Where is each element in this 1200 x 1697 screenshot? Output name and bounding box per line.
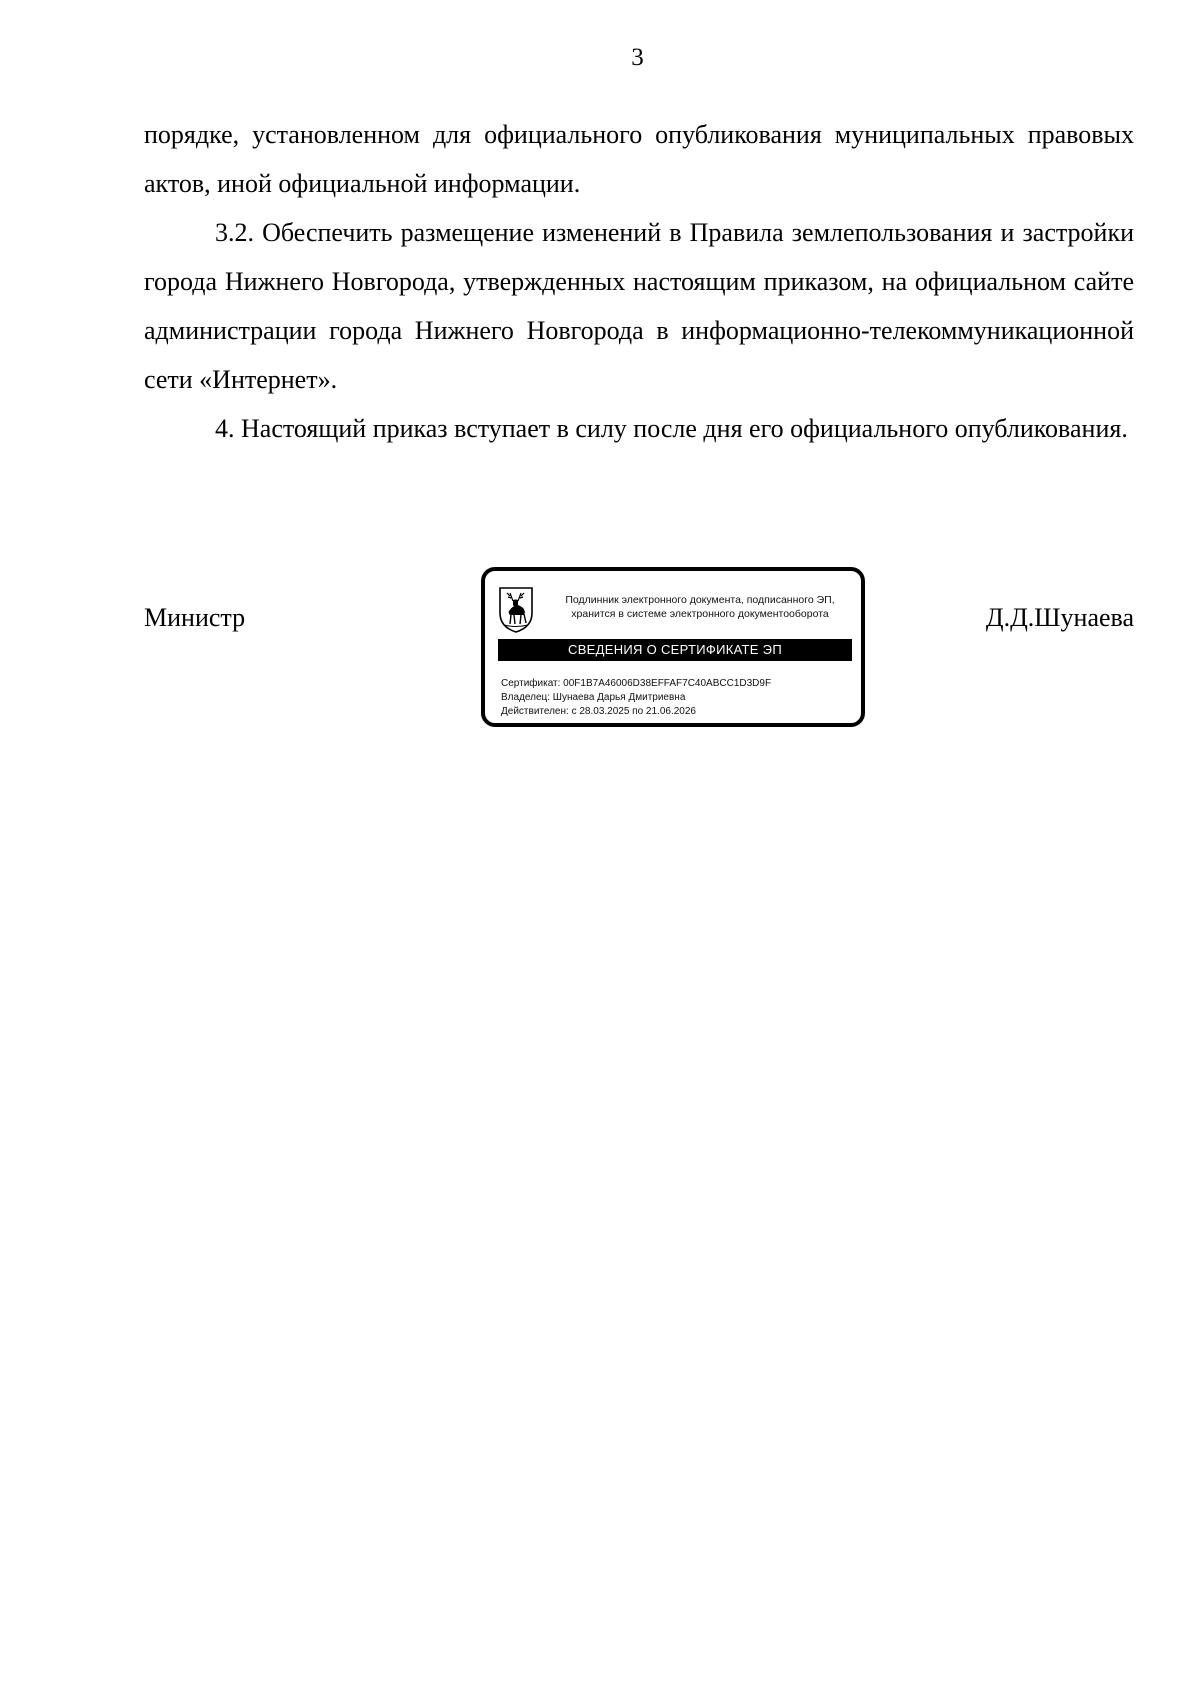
document-body [144, 110, 1134, 453]
electronic-signature-stamp [481, 567, 865, 727]
paragraph-3-2: 3.2. Обеспечить размещение изменений в Правила землепользования и застройки города Нижнего Новгорода, утвержденных настоящим приказом, на официальном сайте администрации города Нижнего Новгорода в информационно-телекоммуникационной сети «Интернет». [144, 218, 1134, 394]
signatory-role: Министр [144, 603, 246, 632]
coat-of-arms-icon [497, 585, 535, 635]
paragraph-continuation: порядке, установленном для официального опубликования муниципальных правовых актов, иной официальной информации. [144, 120, 1134, 198]
certificate-owner: Владелец: Шунаева Дарья Дмитриевна [501, 692, 686, 703]
paragraph-4: 4. Настоящий приказ вступает в силу после дня его официального опубликования. [215, 414, 1128, 443]
signatory-name: Д.Д.Шунаева [985, 603, 1134, 632]
stamp-header [541, 593, 859, 621]
certificate-validity: Действителен: с 28.03.2025 по 21.06.2026 [501, 706, 696, 717]
stamp-header-line-2: хранится в системе электронного документооборота [571, 608, 829, 620]
stamp-certificate-title: СВЕДЕНИЯ О СЕРТИФИКАТЕ ЭП [498, 639, 852, 661]
certificate-number: Сертификат: 00F1B7A46006D38EFFAF7C40ABCC1D3D9F [501, 678, 772, 689]
page-number: 3 [631, 44, 644, 71]
stamp-details [501, 677, 771, 719]
stamp-header-line-1: Подлинник электронного документа, подписанного ЭП, [565, 594, 835, 606]
